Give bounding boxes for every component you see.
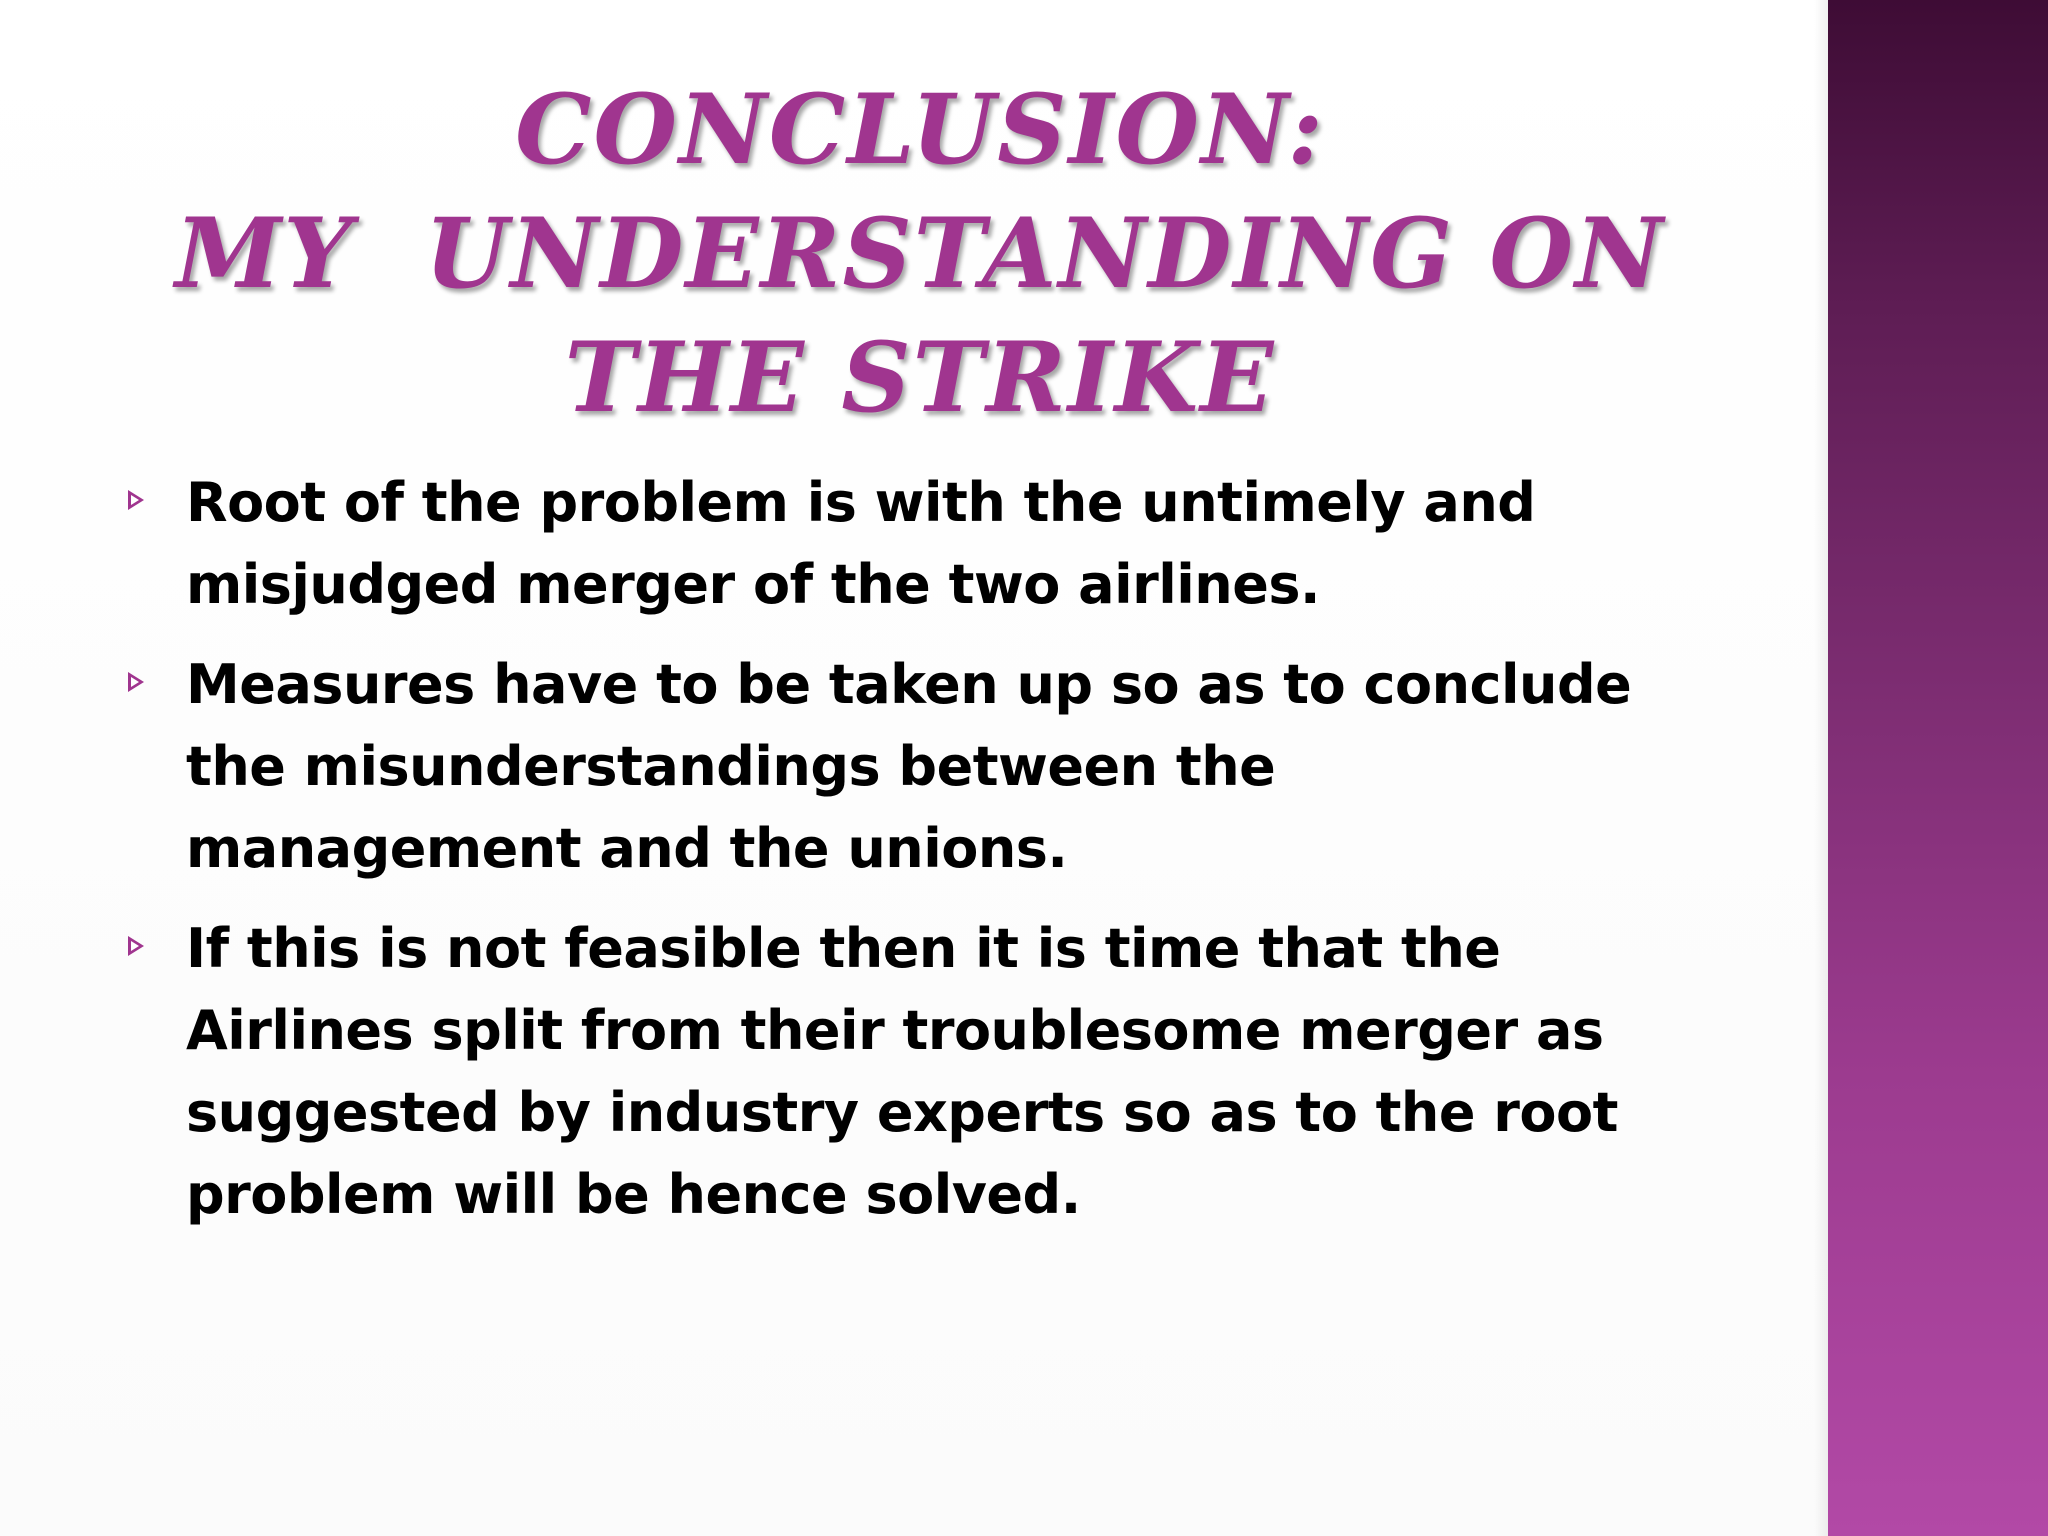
bullet-text: Measures have to be taken up so as to conclude the misunderstandings between the management and the unions. [186,653,1632,880]
bullet-item [128,462,1688,626]
bullet-item [128,908,1688,1236]
bullet-text: If this is not feasible then it is time that the Airlines split from their troublesome merger as suggested by industry experts so as to the root problem will be hence solved. [186,917,1618,1226]
title-line-2: MY UNDERSTANDING ON [175,197,1665,310]
bullet-list [128,462,1688,1254]
title-line-1: CONCLUSION: [515,73,1325,186]
arrowhead-bullet-icon [128,490,144,510]
arrowhead-bullet-icon [128,672,144,692]
bullet-text: Root of the problem is with the untimely and misjudged merger of the two airlines. [186,471,1536,616]
arrowhead-bullet-icon [128,936,144,956]
slide-title [130,68,1710,440]
title-line-3: THE STRIKE [564,321,1276,434]
bullet-item [128,644,1688,890]
decorative-side-band [1828,0,2048,1536]
